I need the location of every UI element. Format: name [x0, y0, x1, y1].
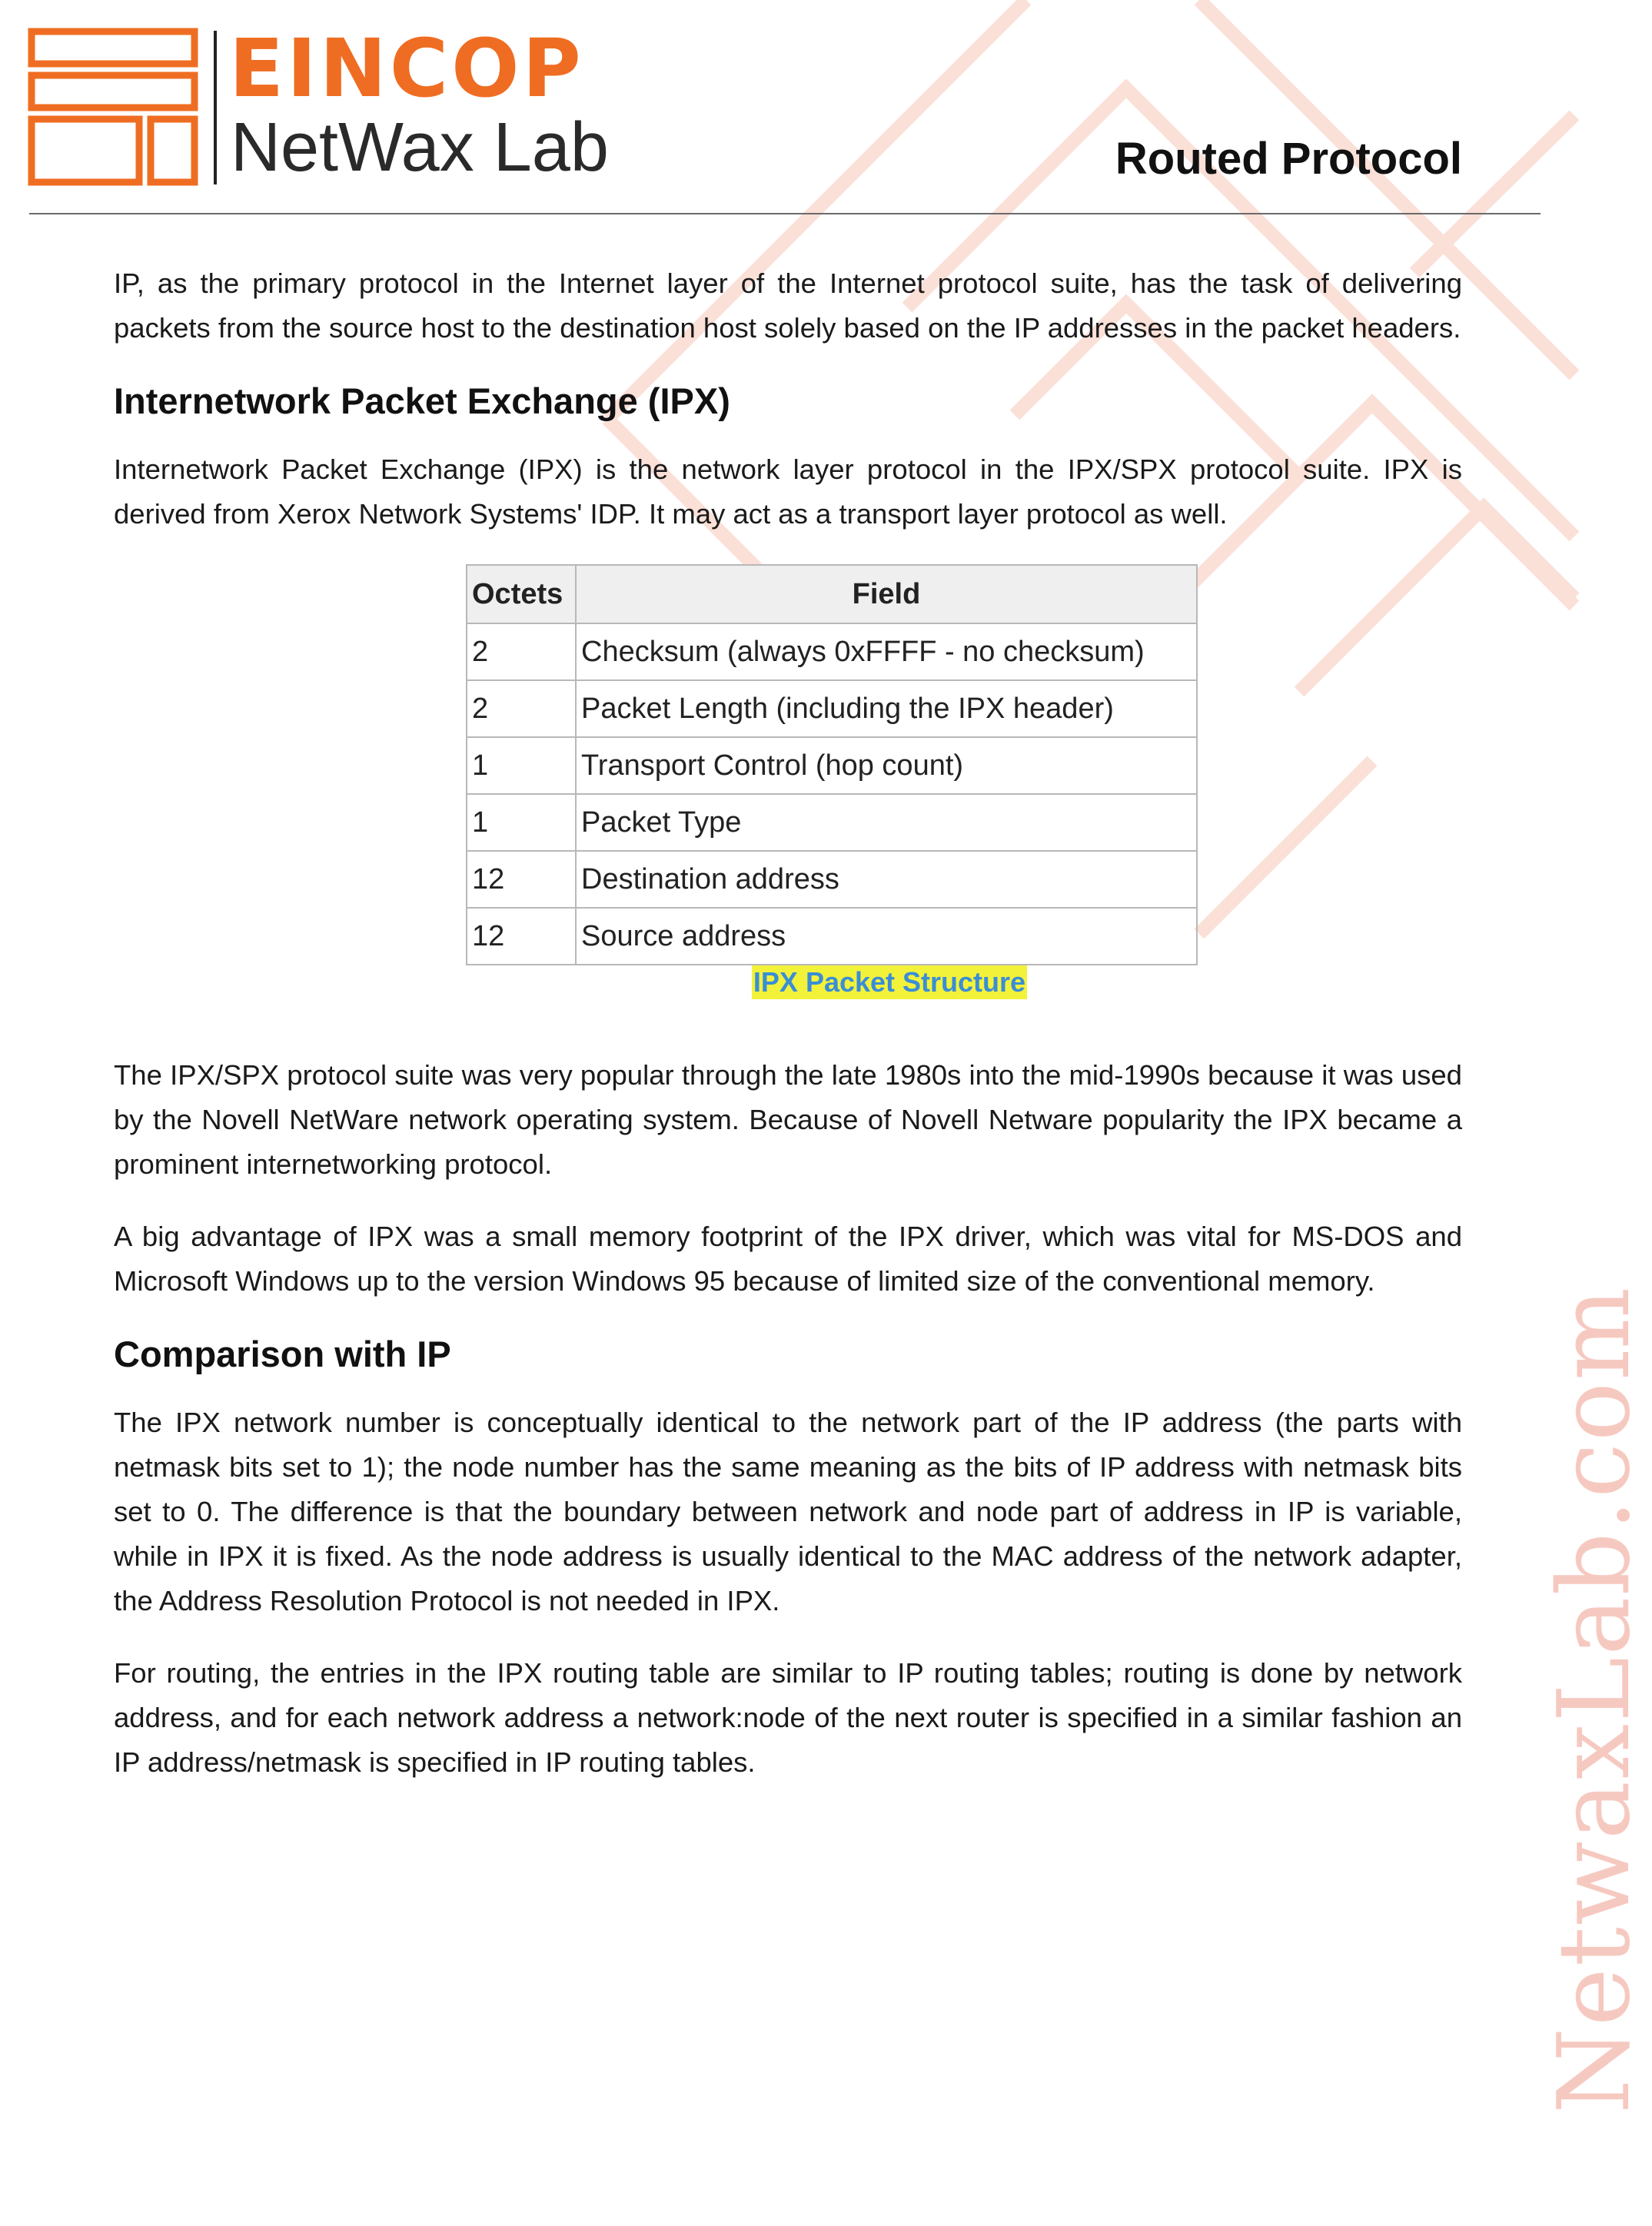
ipx-packet-table: [466, 564, 1198, 965]
logo-separator: [214, 31, 217, 184]
table-cell-octets: 1: [467, 737, 576, 794]
table-cell-octets: 12: [467, 908, 576, 965]
table-header-row: [467, 565, 1197, 623]
spacer: [114, 999, 1462, 1053]
advantage-paragraph: A big advantage of IPX was a small memory footprint of the IPX driver, which was vital for MS-DOS and Microsoft Windows up to the version Windows 95 because of limited size of the conventional memory.: [114, 1221, 1462, 1297]
page-title: Routed Protocol: [1115, 134, 1462, 184]
ipx-paragraph: Internetwork Packet Exchange (IPX) is the network layer protocol in the IPX/SPX protocol suite. IPX is derived from Xerox Network Systems' IDP. It may act as a transport layer protocol as well.: [114, 454, 1462, 530]
table-cell-field: Source address: [576, 908, 1197, 965]
table-header-field: Field: [576, 565, 1197, 623]
table-row: [467, 737, 1197, 794]
popularity-paragraph: The IPX/SPX protocol suite was very popular through the late 1980s into the mid-1990s because it was used by the Novell NetWare network operating system. Because of Novell Netware popularity the IPX became a prominent internetworking protocol.: [114, 1059, 1462, 1180]
figure-caption-wrap: [114, 965, 1462, 999]
comparison-paragraph: The IPX network number is conceptually identical to the network part of the IP address (the parts with netmask bits set to 1); the node number has the same meaning as the bits of IP address with netmask bits set to 0. The difference is that the boundary between network and node part of address in IP is variable, while in IPX it is fixed. As the node address is usually identical to the MAC address of the network adapter, the Address Resolution Protocol is not needed in IPX.: [114, 1407, 1462, 1616]
table-cell-field: Packet Length (including the IPX header): [576, 680, 1197, 737]
table-cell-field: Checksum (always 0xFFFF - no checksum): [576, 623, 1197, 680]
brand-name: EINCOP: [229, 22, 584, 115]
table-cell-octets: 2: [467, 680, 576, 737]
table-row: [467, 794, 1197, 851]
table-row: [467, 908, 1197, 965]
table-row: [467, 851, 1197, 908]
document-body: [114, 261, 1462, 1812]
comparison-heading: Comparison with IP: [114, 1334, 451, 1374]
table-cell-field: Destination address: [576, 851, 1197, 908]
table-cell-octets: 12: [467, 851, 576, 908]
routing-paragraph: For routing, the entries in the IPX routing table are similar to IP routing tables; routing is done by network address, and for each network address a network:node of the next router is specified in a similar fashion an IP address/netmask is specified in IP routing tables.: [114, 1657, 1462, 1778]
table-cell-octets: 2: [467, 623, 576, 680]
table-row: [467, 680, 1197, 737]
table-cell-field: Packet Type: [576, 794, 1197, 851]
watermark-text: NetwaxLab.com: [1537, 1285, 1652, 2114]
header-divider: [29, 213, 1541, 214]
brand-subtitle: NetWax Lab: [231, 109, 609, 186]
table-cell-field: Transport Control (hop count): [576, 737, 1197, 794]
table-header-octets: Octets: [467, 565, 576, 623]
eincop-logo-icon: [28, 28, 204, 189]
ipx-packet-figure: [114, 564, 1462, 999]
ipx-heading: Internetwork Packet Exchange (IPX): [114, 380, 730, 421]
intro-paragraph: IP, as the primary protocol in the Internet layer of the Internet protocol suite, has the task of delivering packets from the source host to the destination host solely based on the IP addresses in the packet headers.: [114, 267, 1462, 344]
table-row: [467, 623, 1197, 680]
figure-caption: IPX Packet Structure: [753, 966, 1026, 998]
table-cell-octets: 1: [467, 794, 576, 851]
